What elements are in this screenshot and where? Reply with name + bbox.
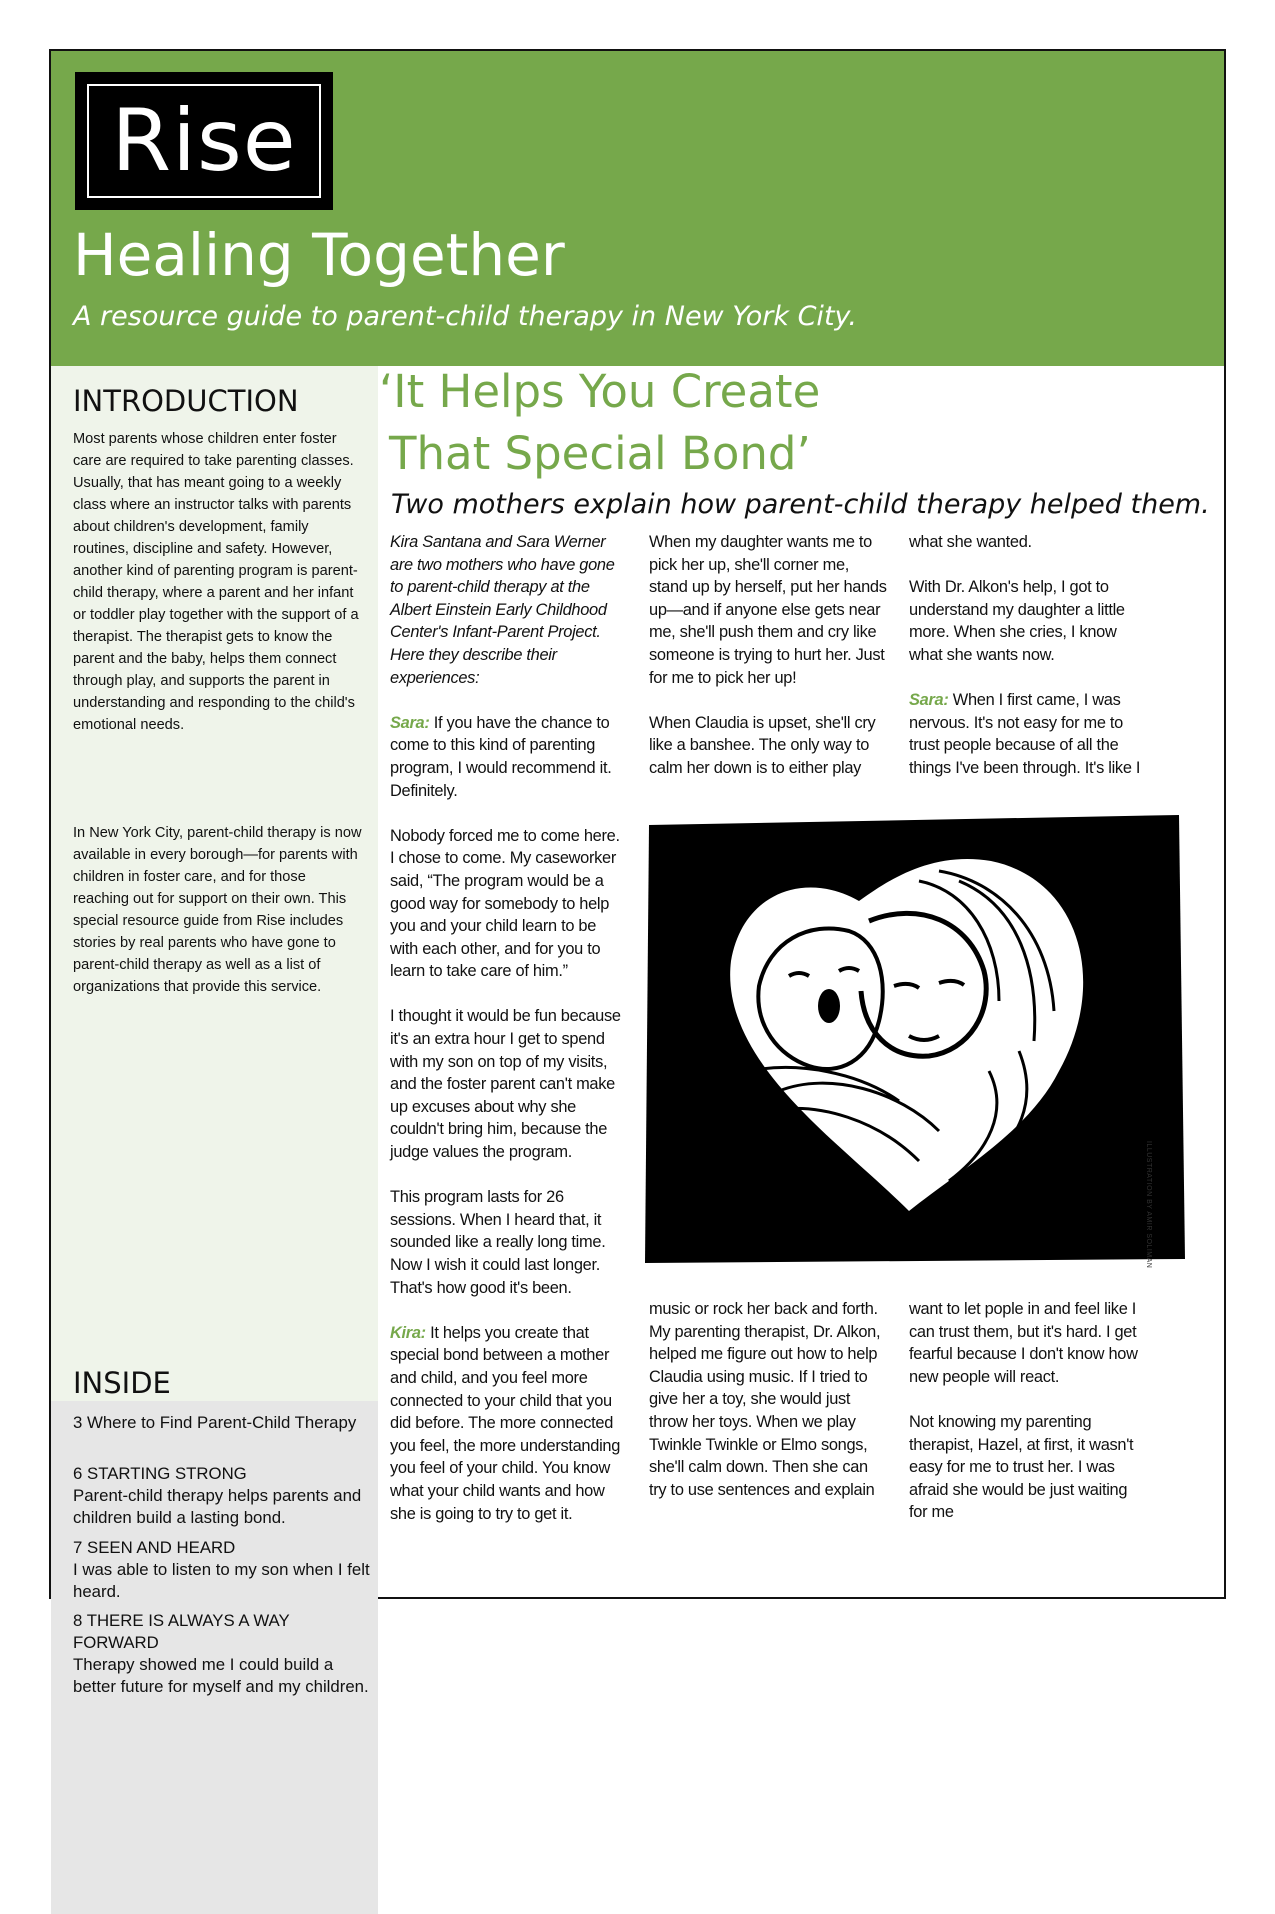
article-column-2-top: [649, 531, 889, 780]
paragraph: With Dr. Alkon's help, I got to understand my daughter a little more. When she cries, I know what she wants now.: [909, 578, 1125, 664]
toc-item-title: 3 Where to Find Parent-Child Therapy: [73, 1413, 357, 1432]
intro-paragraph-1: Most parents whose children enter foster care are required to take parenting classes. Usually, that has meant going to a weekly class where an instructor talks with parents about children's development, family routines, discipline and safety. However, another kind of parenting program is parent-child therapy, where a parent and her infant or toddler play together with the support of a therapist. The therapist gets to know the parent and the baby, helps them connect through play, and supports the parent in understanding and responding to the child's emotional needs.: [73, 431, 359, 733]
toc-item-description: Parent-child therapy helps parents and children build a lasting bond.: [73, 1486, 362, 1527]
toc-item-description: I was able to listen to my son when I felt heard.: [73, 1560, 370, 1601]
page-frame: [49, 49, 1226, 1696]
headline-line-1: ‘It Helps You Create: [379, 365, 821, 418]
article-column-3-bottom: [909, 1298, 1149, 1524]
article-intro: Kira Santana and Sara Werner are two mothers who have gone to parent-child therapy at the Albert Einstein Early Childhood Center's Infant-Parent Project. Here they describe their experiences:: [390, 533, 615, 687]
paragraph: When my daughter wants me to pick her up, she'll corner me, stand up by herself, put her hands up—and if anyone else gets near me, she'll push them and cry like someone is trying to hurt her. Just for me to pick her up!: [649, 533, 887, 687]
paragraph: Not knowing my parenting therapist, Hazel, at first, it wasn't easy for me to trust her. I was afraid she would be just waiting for me: [909, 1412, 1134, 1522]
rise-logo: [75, 72, 333, 210]
page-subtitle: A resource guide to parent-child therapy in New York City.: [73, 301, 857, 332]
article-column-3-top: [909, 531, 1149, 780]
toc-item-title: 7 SEEN AND HEARD: [73, 1538, 236, 1557]
introduction-heading: INTRODUCTION: [73, 384, 299, 418]
paragraph: Sara: If you have the chance to come to this kind of parenting program, I would recommend it. Definitely.: [390, 713, 612, 800]
page-title: Healing Together: [73, 221, 565, 289]
paragraph: This program lasts for 26 sessions. When I heard that, it sounded like a really long time. Now I wish it could last longer. That's how good it's been.: [390, 1188, 606, 1297]
inside-heading: INSIDE: [73, 1366, 171, 1400]
intro-paragraph-2: In New York City, parent-child therapy is now available in every borough—for parents with children in foster care, and for those reaching out for support on their own. This special resource guide from Rise includes stories by real parents who have gone to parent-child therapy as well as a list of organizations that provide this service.: [73, 825, 362, 995]
speaker-label: Sara:: [390, 713, 430, 732]
paragraph: Nobody forced me to come here. I chose to come. My caseworker said, “The program would be a good way for somebody to help you and your child learn to be with each other, and for you to learn to take care of him.”: [390, 826, 620, 981]
toc-item[interactable]: [73, 1537, 373, 1603]
article-column-2-bottom: [649, 1298, 889, 1501]
logo-text: Rise: [111, 91, 297, 191]
article-column-1: [390, 531, 626, 1525]
paragraph: want to let pople in and feel like I can trust them, but it's hard. I get fearful because I don't know how new people will react.: [909, 1300, 1138, 1386]
speaker-label: Kira:: [390, 1323, 426, 1342]
mother-child-illustration: [639, 811, 1187, 1269]
toc-item[interactable]: [73, 1412, 373, 1434]
toc-item-title: 8 THERE IS ALWAYS A WAY FORWARD: [73, 1611, 290, 1652]
illustration-credit: ILLUSTRATION BY AMIR SOLIMAN: [1145, 1141, 1152, 1269]
paragraph: Kira: It helps you create that special bond between a mother and child, and you feel more connected to your child that you did before. The more connected you feel, the more understanding you feel of your child. You know what your child wants and how she is going to try to get it.: [390, 1323, 621, 1523]
toc-item[interactable]: [73, 1463, 373, 1529]
speaker-label: Sara:: [909, 691, 949, 710]
paragraph: I thought it would be fun because it's an extra hour I get to spend with my son on top of my visits, and the foster parent can't make up excuses about why she couldn't bring him, because the judge values the program.: [390, 1007, 621, 1162]
toc-item-description: Therapy showed me I could build a better future for myself and my children.: [73, 1655, 369, 1696]
article-deck: Two mothers explain how parent-child therapy helped them.: [391, 489, 1210, 520]
headline-line-2: That Special Bond’: [389, 427, 811, 480]
paragraph: what she wanted.: [909, 533, 1032, 551]
toc-item[interactable]: [73, 1610, 373, 1698]
paragraph: When Claudia is upset, she'll cry like a banshee. The only way to calm her down is to either play: [649, 713, 876, 777]
toc-item-title: 6 STARTING STRONG: [73, 1464, 247, 1483]
paragraph: Sara: When I first came, I was nervous. It's not easy for me to trust people because of all the things I've been through. It's like I: [909, 691, 1141, 777]
sidebar: [51, 366, 378, 1696]
paragraph: music or rock her back and forth. My parenting therapist, Dr. Alkon, helped me figure out how to help Claudia using music. If I tried to give her a toy, she would just throw her toys. When we play Twinkle Twinkle or Elmo songs, she'll calm down. Then she can try to use sentences and explain: [649, 1300, 881, 1499]
masthead: [51, 51, 1224, 366]
